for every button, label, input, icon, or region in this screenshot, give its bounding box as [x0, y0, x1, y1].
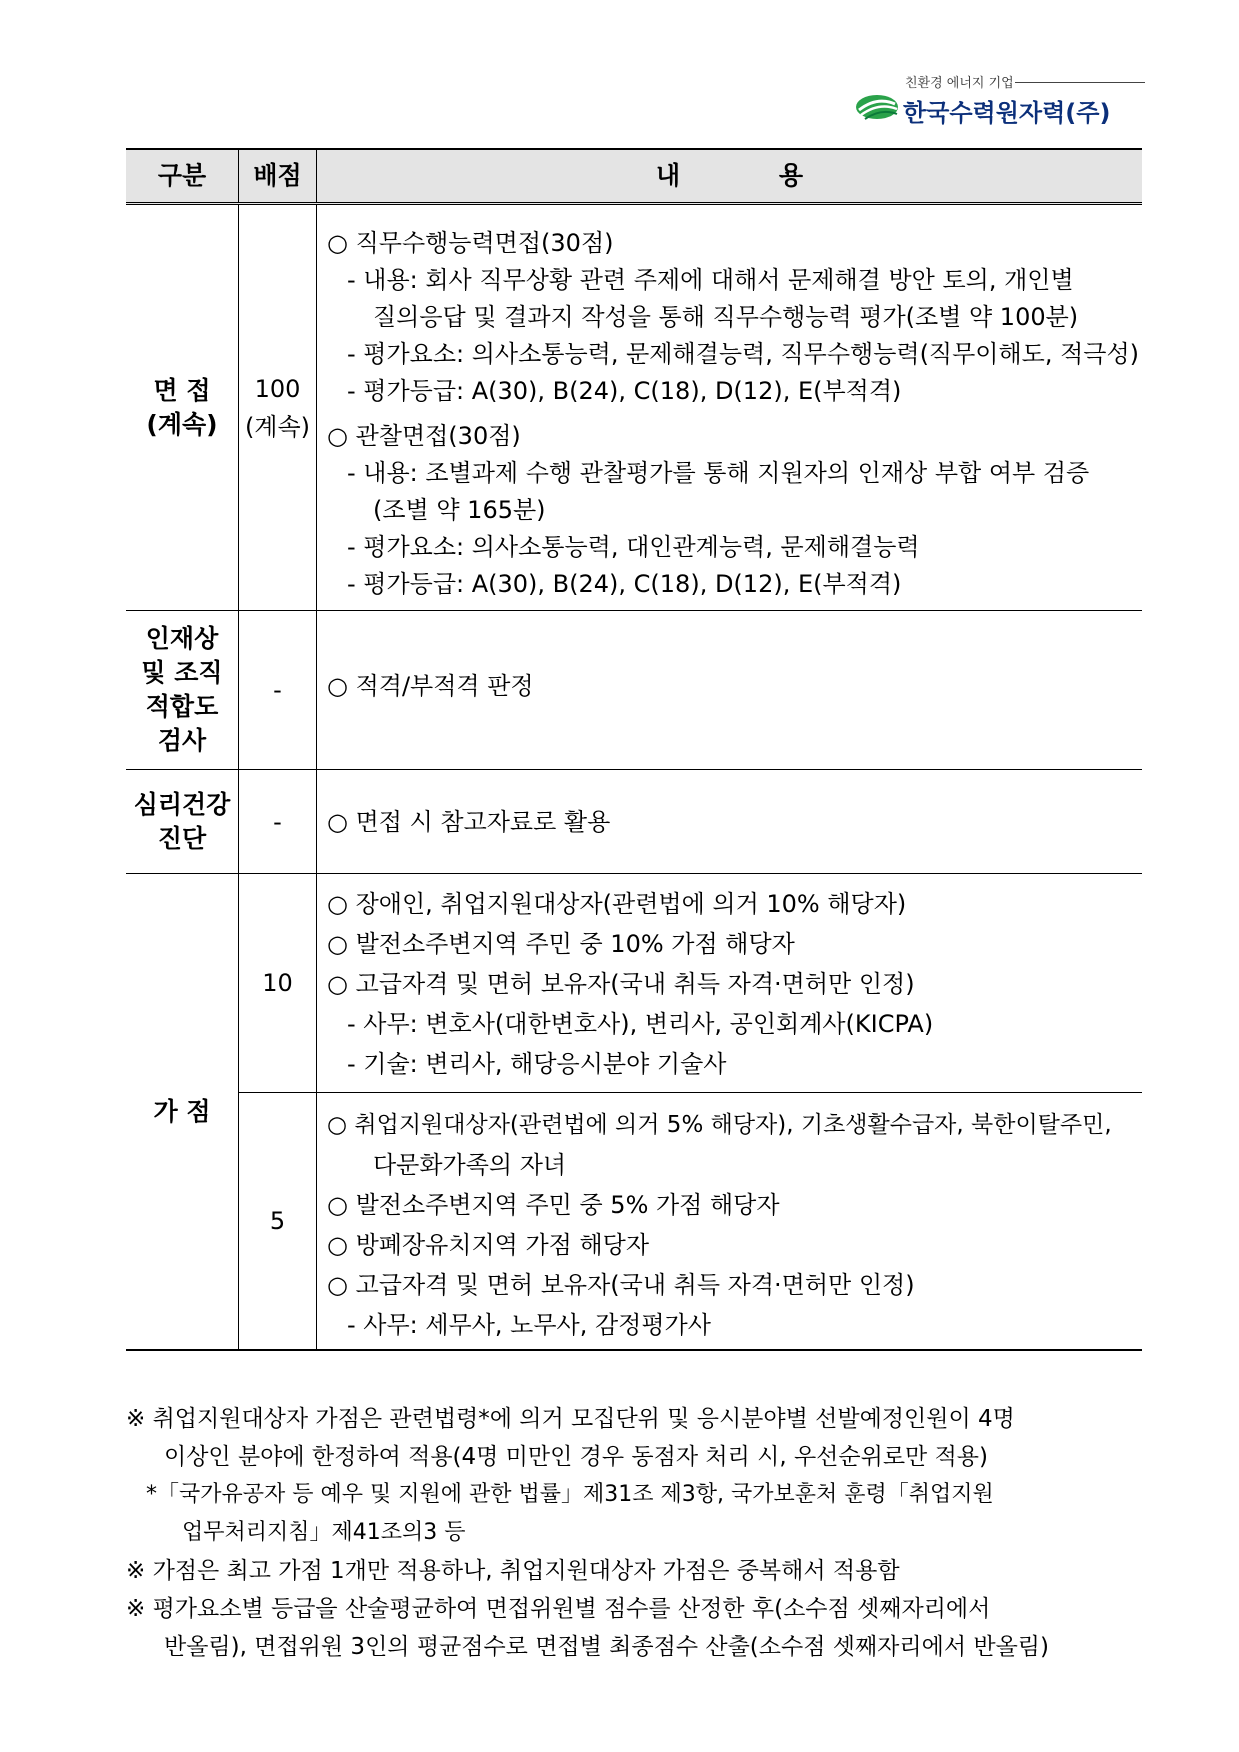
score-cell: 5 [239, 1093, 317, 1349]
bonus-subrow-5 [239, 1092, 1142, 1349]
content-line: ○ 직무수행능력면접(30점) [327, 229, 614, 257]
content-line: ○ 면접 시 참고자료로 활용 [327, 807, 611, 836]
note-line: 이상인 분야에 한정하여 적용(4명 미만인 경우 동점자 처리 시, 우선순위로만 적용) [164, 1444, 988, 1470]
company-name: 한국수력원자력(주) [903, 99, 1111, 127]
category-cell: 가 점 [126, 874, 239, 1349]
bonus-subrow-10 [239, 874, 1142, 1092]
content-line: ○ 고급자격 및 면허 보유자(국내 취득 자격·면허만 인정) [327, 970, 915, 998]
content-cell [317, 1093, 1142, 1349]
content-cell [317, 611, 1142, 769]
header-category: 구분 [126, 150, 239, 202]
content-line: ○ 발전소주변지역 주민 중 10% 가점 해당자 [327, 930, 795, 958]
content-line: ○ 취업지원대상자(관련법에 의거 5% 해당자), 기초생활수급자, 북한이탈주민, [327, 1112, 1112, 1138]
content-line: ○ 적격/부적격 판정 [327, 672, 534, 700]
content-line: - 사무: 변호사(대한변호사), 변리사, 공인회계사(KICPA) [347, 1010, 934, 1038]
content-cell [317, 770, 1142, 873]
content-line: - 기술: 변리사, 해당응시분야 기술사 [347, 1050, 727, 1078]
header-content: 내 용 [655, 161, 803, 190]
content-line: ○ 방폐장유치지역 가점 해당자 [327, 1231, 650, 1259]
company-tagline: 친환경 에너지 기업 [905, 76, 1014, 91]
note-line: *「국가유공자 등 예우 및 지원에 관한 법률」제31조 제3항, 국가보훈처 훈령「취업지원 [146, 1482, 994, 1507]
company-logo [855, 72, 1145, 132]
content-line: 질의응답 및 결과지 작성을 통해 직무수행능력 평가(조별 약 100분) [373, 303, 1079, 331]
content-cell [317, 874, 1142, 1092]
header-score: 배점 [239, 150, 317, 202]
content-line: - 사무: 세무사, 노무사, 감정평가사 [347, 1311, 711, 1339]
note-line: ※ 취업지원대상자 가점은 관련법령*에 의거 모집단위 및 응시분야별 선발예정인원이 4명 [126, 1406, 1015, 1432]
content-line: - 평가요소: 의사소통능력, 문제해결능력, 직무수행능력(직무이해도, 적극성) [347, 340, 1140, 368]
note-line: 반올림), 면접위원 3인의 평균점수로 면접별 최종점수 산출(소수점 셋째자리에서 반올림) [164, 1634, 1049, 1660]
category-cell: 면 접 (계속) [126, 205, 239, 610]
tagline-divider [1015, 82, 1145, 83]
note-line: ※ 평가요소별 등급을 산술평균하여 면접위원별 점수를 산정한 후(소수점 셋째자리에서 [126, 1596, 991, 1622]
content-line: - 평가등급: A(30), B(24), C(18), D(12), E(부적격) [347, 570, 902, 598]
note-line: ※ 가점은 최고 가점 1개만 적용하나, 취업지원대상자 가점은 중복해서 적용함 [126, 1558, 900, 1584]
score-cell: - [239, 770, 317, 873]
content-line: ○ 발전소주변지역 주민 중 5% 가점 해당자 [327, 1191, 780, 1219]
table-row-aptitude [126, 611, 1142, 770]
content-line: ○ 관찰면접(30점) [327, 422, 521, 450]
score-cell: 100 (계속) [239, 205, 317, 610]
content-line: ○ 고급자격 및 면허 보유자(국내 취득 자격·면허만 인정) [327, 1271, 915, 1299]
category-cell: 심리건강 진단 [126, 770, 239, 873]
content-cell [317, 205, 1142, 610]
content-line: ○ 장애인, 취업지원대상자(관련법에 의거 10% 해당자) [327, 890, 907, 918]
category-cell: 인재상 및 조직 적합도 검사 [126, 611, 239, 769]
content-line: - 평가등급: A(30), B(24), C(18), D(12), E(부적격) [347, 377, 902, 405]
content-line: (조별 약 165분) [373, 496, 546, 524]
content-line: 다문화가족의 자녀 [373, 1151, 567, 1179]
content-line: - 내용: 회사 직무상황 관련 주제에 대해서 문제해결 방안 토의, 개인별 [347, 266, 1074, 294]
content-line: - 내용: 조별과제 수행 관찰평가를 통해 지원자의 인재상 부합 여부 검증 [347, 459, 1090, 487]
selection-criteria-table [126, 148, 1142, 1351]
score-cell: - [239, 611, 317, 769]
score-cell: 10 [239, 874, 317, 1092]
notes-section [126, 1400, 1142, 1666]
note-line: 업무처리지침」제41조의3 등 [182, 1520, 466, 1545]
table-row-health [126, 770, 1142, 874]
table-header-row [126, 150, 1142, 205]
logo-mark-icon [855, 94, 899, 120]
table-row-interview [126, 205, 1142, 611]
content-line: - 평가요소: 의사소통능력, 대인관계능력, 문제해결능력 [347, 533, 920, 561]
table-row-bonus [126, 874, 1142, 1351]
